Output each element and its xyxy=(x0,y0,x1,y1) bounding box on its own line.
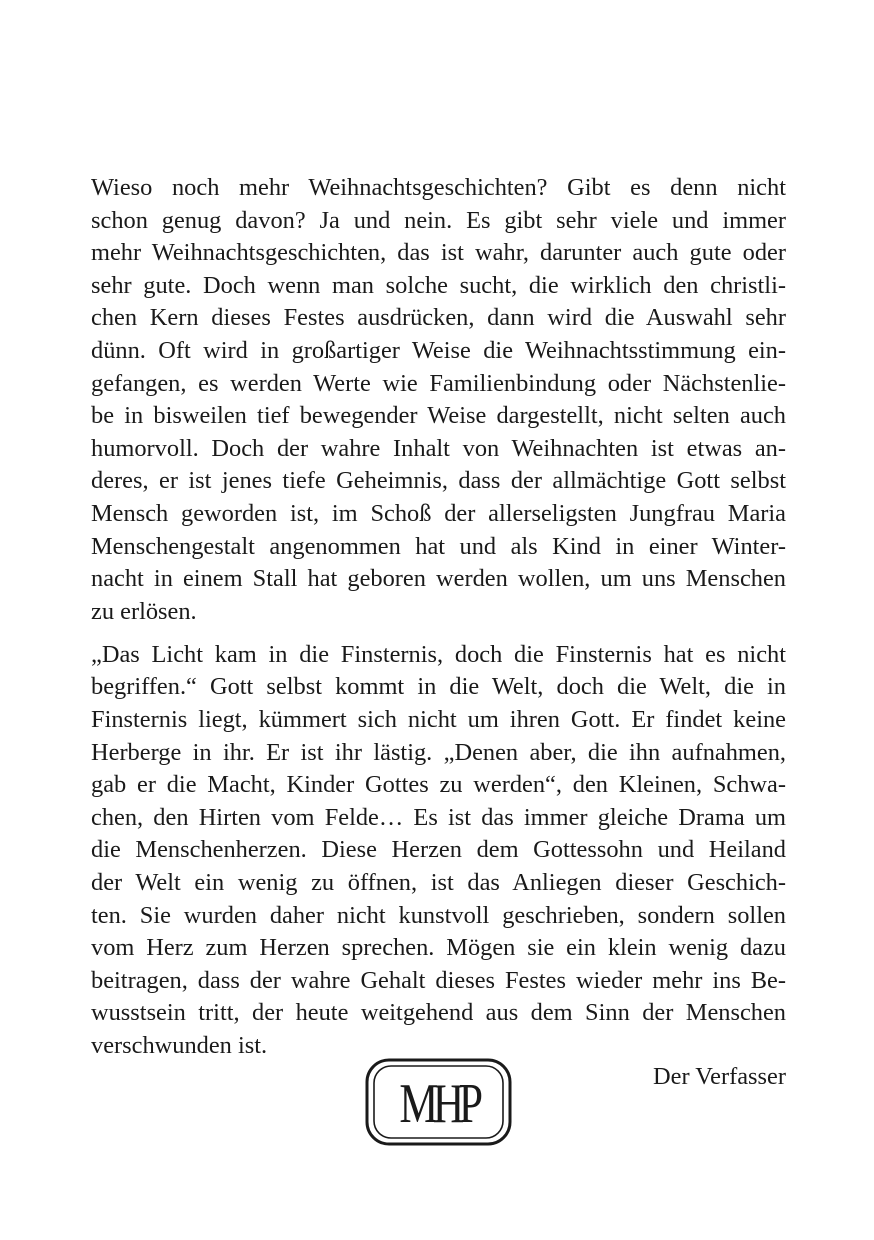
preface-text xyxy=(91,172,786,1063)
text-line: Finsternis liegt, kümmert sich nicht um ihren Gott. Er findet keine xyxy=(91,706,786,733)
text-line: zu erlösen. xyxy=(91,597,197,625)
text-line: der Welt ein wenig zu öffnen, ist das Anliegen dieser Geschich- xyxy=(91,868,786,896)
text-line: verschwunden ist. xyxy=(91,1031,268,1059)
text-line: beitragen, dass der wahre Gehalt dieses Festes wieder mehr ins Be- xyxy=(91,966,786,994)
text-line: dünn. Oft wird in großartiger Weise die Weihnachtsstimmung ein- xyxy=(91,336,786,364)
author-signature: Der Verfasser xyxy=(653,1063,786,1090)
text-line: chen, den Hirten vom Felde… Es ist das immer gleiche Drama um xyxy=(91,803,786,831)
text-line: begriffen.“ Gott selbst kommt in die Welt, doch die Welt, die in xyxy=(91,673,786,701)
text-line: mehr Weihnachtsgeschichten, das ist wahr, darunter auch gute oder xyxy=(91,239,786,267)
paragraph-1 xyxy=(91,172,786,628)
text-line: Mensch geworden ist, im Schoß der allerseligsten Jungfrau Maria xyxy=(91,499,786,527)
text-line: deres, er ist jenes tiefe Geheimnis, dass der allmächtige Gott selbst xyxy=(91,467,786,495)
paragraph-2 xyxy=(91,639,786,1063)
text-line: Wieso noch mehr Weihnachtsgeschichten? Gibt es denn nicht xyxy=(91,174,786,201)
text-line: die Menschenherzen. Diese Herzen dem Gottessohn und Heiland xyxy=(91,836,786,864)
text-line: sehr gute. Doch wenn man solche sucht, die wirklich den christli- xyxy=(91,271,786,299)
text-line: gab er die Macht, Kinder Gottes zu werden“, den Kleinen, Schwa- xyxy=(91,771,786,799)
text-line: vom Herz zum Herzen sprechen. Mögen sie ein klein wenig dazu xyxy=(91,934,786,962)
text-line: gefangen, es werden Werte wie Familienbindung oder Nächstenlie- xyxy=(91,369,786,397)
text-line: Herberge in ihr. Er ist ihr lästig. „Denen aber, die ihn aufnahmen, xyxy=(91,738,786,766)
text-line: schon genug davon? Ja und nein. Es gibt sehr viele und immer xyxy=(91,206,786,234)
logo-monogram: MHP xyxy=(399,1071,478,1135)
text-line: ten. Sie wurden daher nicht kunstvoll geschrieben, sondern sollen xyxy=(91,901,786,929)
text-line: wusstsein tritt, der heute weitgehend aus dem Sinn der Menschen xyxy=(91,999,786,1027)
text-line: chen Kern dieses Festes ausdrücken, dann wird die Auswahl sehr xyxy=(91,304,786,332)
text-line: humorvoll. Doch der wahre Inhalt von Weihnachten ist etwas an- xyxy=(91,434,786,462)
text-line: „Das Licht kam in die Finsternis, doch die Finsternis hat es nicht xyxy=(91,640,786,668)
text-line: be in bisweilen tief bewegender Weise dargestellt, nicht selten auch xyxy=(91,402,786,430)
text-line: nacht in einem Stall hat geboren werden wollen, um uns Menschen xyxy=(91,565,786,593)
text-line: Menschengestalt angenommen hat und als Kind in einer Winter- xyxy=(91,532,786,560)
publisher-logo xyxy=(365,1058,512,1146)
